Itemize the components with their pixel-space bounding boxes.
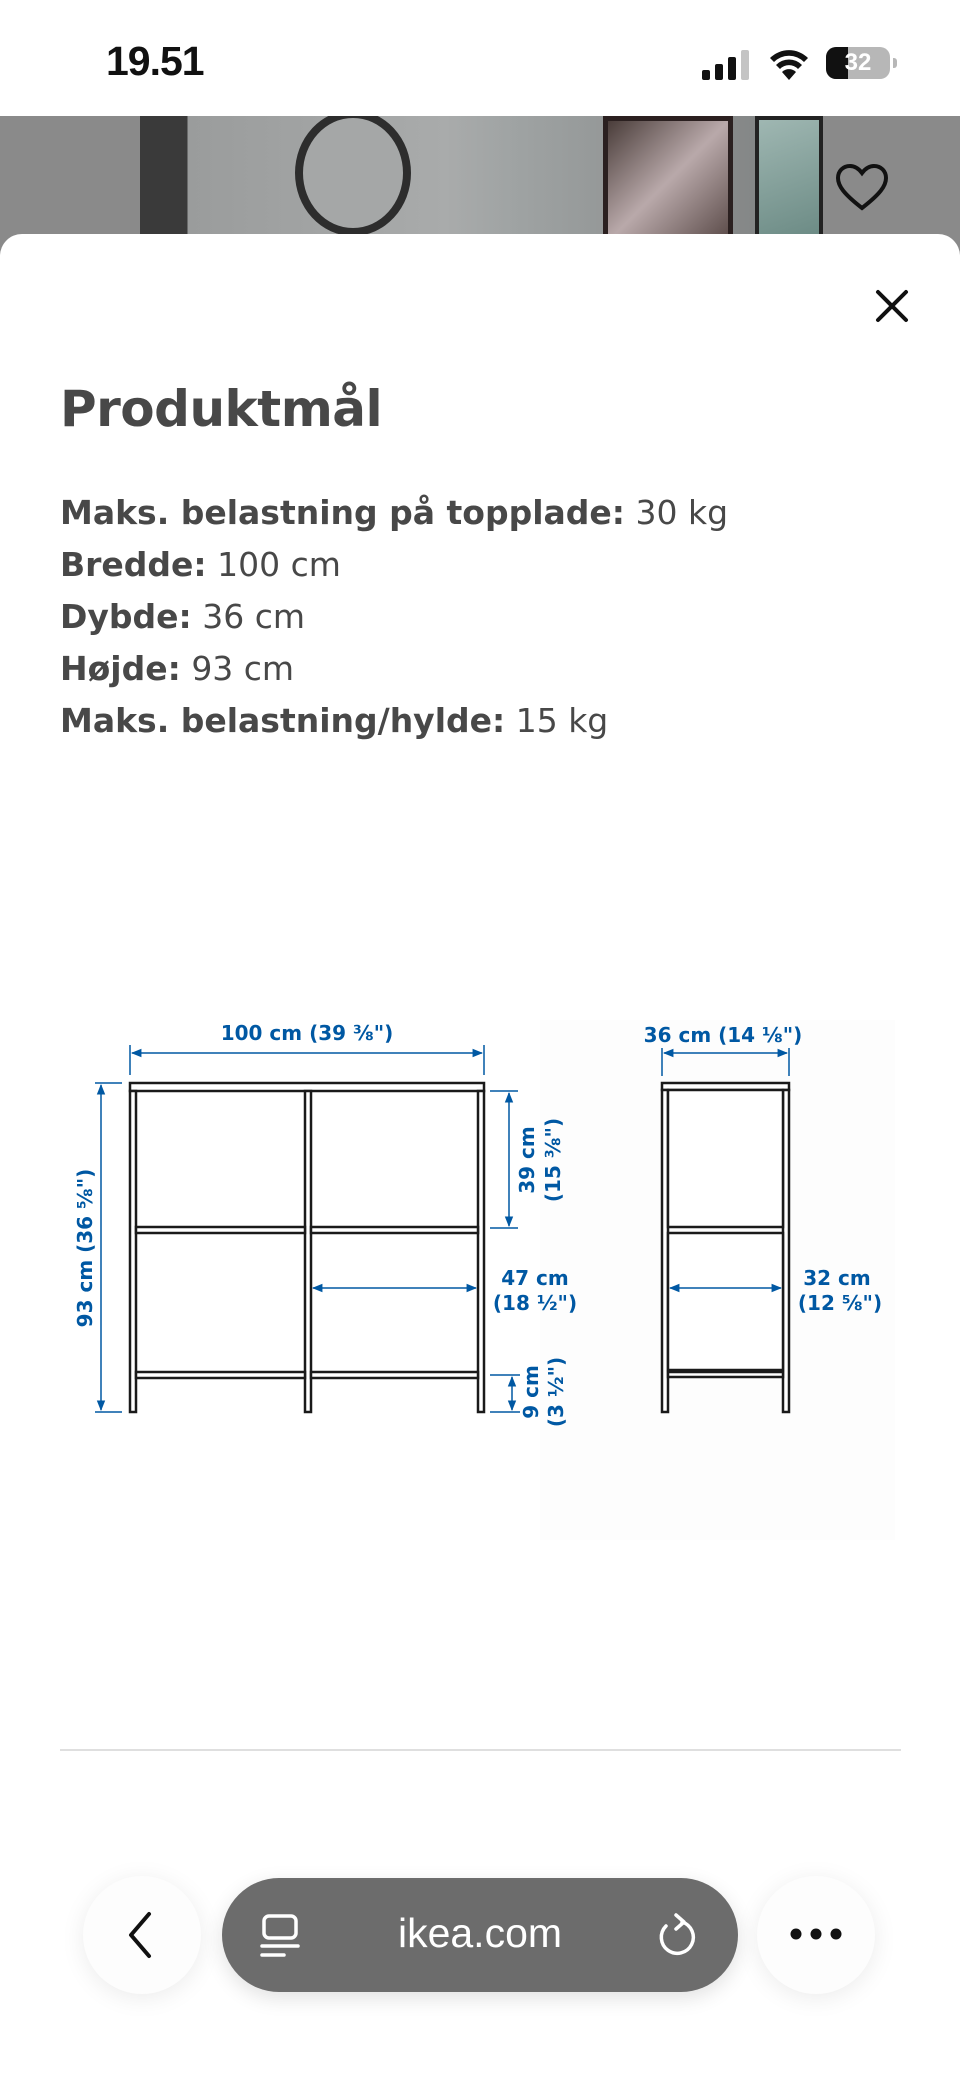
shelf-height-cm: 39 cm [515, 1126, 539, 1194]
picture-frame-leaves [755, 116, 823, 240]
specs-list [60, 487, 728, 747]
dimension-diagram [0, 1000, 960, 1560]
spec-label: Maks. belastning på topplade: [60, 493, 625, 532]
front-view [130, 1083, 484, 1412]
battery-icon [826, 47, 890, 79]
inner-width-cm: 47 cm [501, 1266, 569, 1290]
spec-value: 30 kg [635, 493, 729, 532]
spec-value: 93 cm [191, 649, 295, 688]
url-text[interactable]: ikea.com [397, 1910, 563, 1956]
chevron-left-icon [119, 1910, 165, 1960]
height-label: 93 cm (36 ⅝") [73, 1168, 97, 1328]
inner-depth-cm: 32 cm [803, 1266, 871, 1290]
spec-value: 36 cm [202, 597, 306, 636]
address-bar[interactable] [222, 1878, 738, 1992]
leg-height-cm: 9 cm [519, 1365, 543, 1419]
spec-row [60, 487, 728, 539]
wifi-icon [768, 46, 810, 80]
more-button[interactable] [757, 1876, 875, 1994]
page-title: Produktmål [60, 380, 383, 438]
status-time: 19.51 [106, 38, 204, 84]
ellipsis-icon [790, 1926, 842, 1942]
spec-label: Dybde: [60, 597, 192, 636]
section-divider [60, 1749, 901, 1751]
inner-width-in: (18 ½") [492, 1291, 578, 1315]
width-label: 100 cm (39 ⅜") [220, 1021, 394, 1045]
picture-frame-roses [603, 116, 733, 246]
inner-depth-in: (12 ⅝") [797, 1291, 883, 1315]
battery-level: 32 [844, 49, 872, 76]
spec-row [60, 643, 728, 695]
leg-height-in: (3 ½") [544, 1356, 568, 1428]
spec-label: Højde: [60, 649, 181, 688]
cellular-signal-icon [702, 50, 754, 80]
spec-label: Maks. belastning/hylde: [60, 701, 506, 740]
spec-row [60, 539, 728, 591]
side-view [662, 1083, 789, 1412]
spec-value: 15 kg [515, 701, 609, 740]
battery-tip [893, 58, 897, 68]
status-bar [0, 0, 960, 116]
reload-icon[interactable] [652, 1912, 700, 1960]
spec-row [60, 695, 728, 747]
spec-value: 100 cm [217, 545, 341, 584]
spec-label: Bredde: [60, 545, 207, 584]
back-button[interactable] [83, 1876, 201, 1994]
spec-row [60, 591, 728, 643]
browser-toolbar [0, 1860, 960, 2000]
shelf-height-in: (15 ⅜") [541, 1117, 565, 1203]
close-icon[interactable] [868, 282, 916, 330]
favorite-heart-icon[interactable] [832, 158, 892, 218]
depth-label: 36 cm (14 ⅛") [643, 1023, 803, 1047]
